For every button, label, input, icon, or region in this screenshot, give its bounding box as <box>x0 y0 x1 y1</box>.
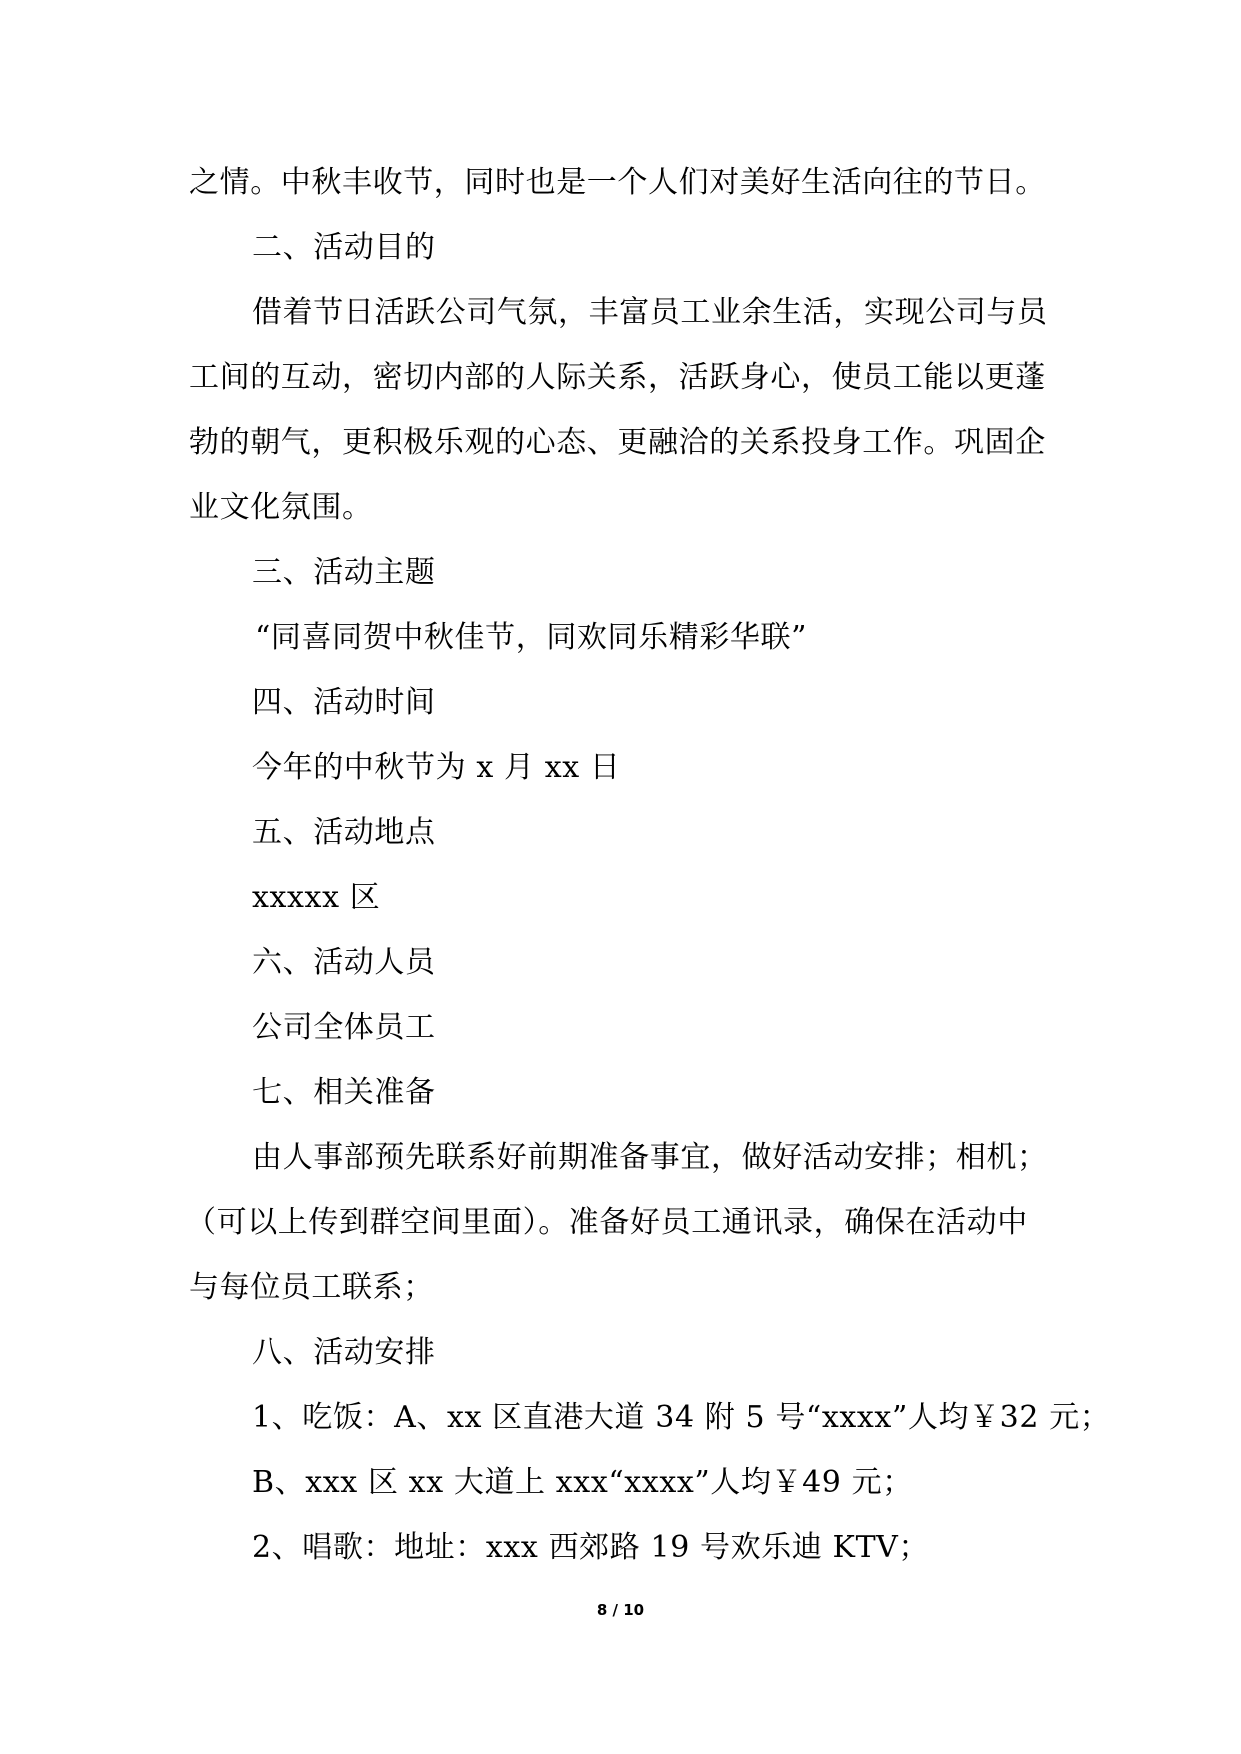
section-heading: 三、活动主题 <box>252 555 436 590</box>
paragraph-line: 业文化氛围。 <box>189 490 373 525</box>
paragraph-line: B、xxx 区 xx 大道上 xxx“xxxx”人均￥49 元； <box>252 1465 913 1500</box>
paragraph-line: 勃的朝气，更积极乐观的心态、更融洽的关系投身工作。巩固企 <box>189 425 1046 460</box>
paragraph-line: （可以上传到群空间里面）。准备好员工通讯录，确保在活动中 <box>186 1205 1028 1240</box>
section-heading: 六、活动人员 <box>252 945 436 980</box>
section-heading: 四、活动时间 <box>252 685 436 720</box>
paragraph-line: 公司全体员工 <box>252 1010 436 1045</box>
paragraph-line: “同喜同贺中秋佳节，同欢同乐精彩华联” <box>255 620 808 655</box>
paragraph-line: 由人事部预先联系好前期准备事宜，做好活动安排；相机； <box>252 1140 1048 1175</box>
paragraph-line: 工间的互动，密切内部的人际关系，活跃身心，使员工能以更蓬 <box>189 360 1046 395</box>
paragraph-line: 之情。中秋丰收节，同时也是一个人们对美好生活向往的节日。 <box>189 165 1046 200</box>
section-heading: 七、相关准备 <box>252 1075 436 1110</box>
section-heading: 八、活动安排 <box>252 1335 436 1370</box>
section-heading: 五、活动地点 <box>252 815 436 850</box>
paragraph-line: 借着节日活跃公司气氛，丰富员工业余生活，实现公司与员 <box>252 295 1048 330</box>
paragraph-line: 今年的中秋节为 x 月 xx 日 <box>252 750 621 785</box>
paragraph-line: 2、唱歌：地址：xxx 西郊路 19 号欢乐迪 KTV； <box>252 1530 930 1565</box>
page-number: 8 / 10 <box>596 1601 645 1619</box>
section-heading: 二、活动目的 <box>252 230 436 265</box>
paragraph-line: 与每位员工联系； <box>189 1270 434 1305</box>
paragraph-line: xxxxx 区 <box>252 880 381 915</box>
paragraph-line: 1、吃饭：A、xx 区直港大道 34 附 5 号“xxxx”人均￥32 元； <box>252 1400 1111 1435</box>
